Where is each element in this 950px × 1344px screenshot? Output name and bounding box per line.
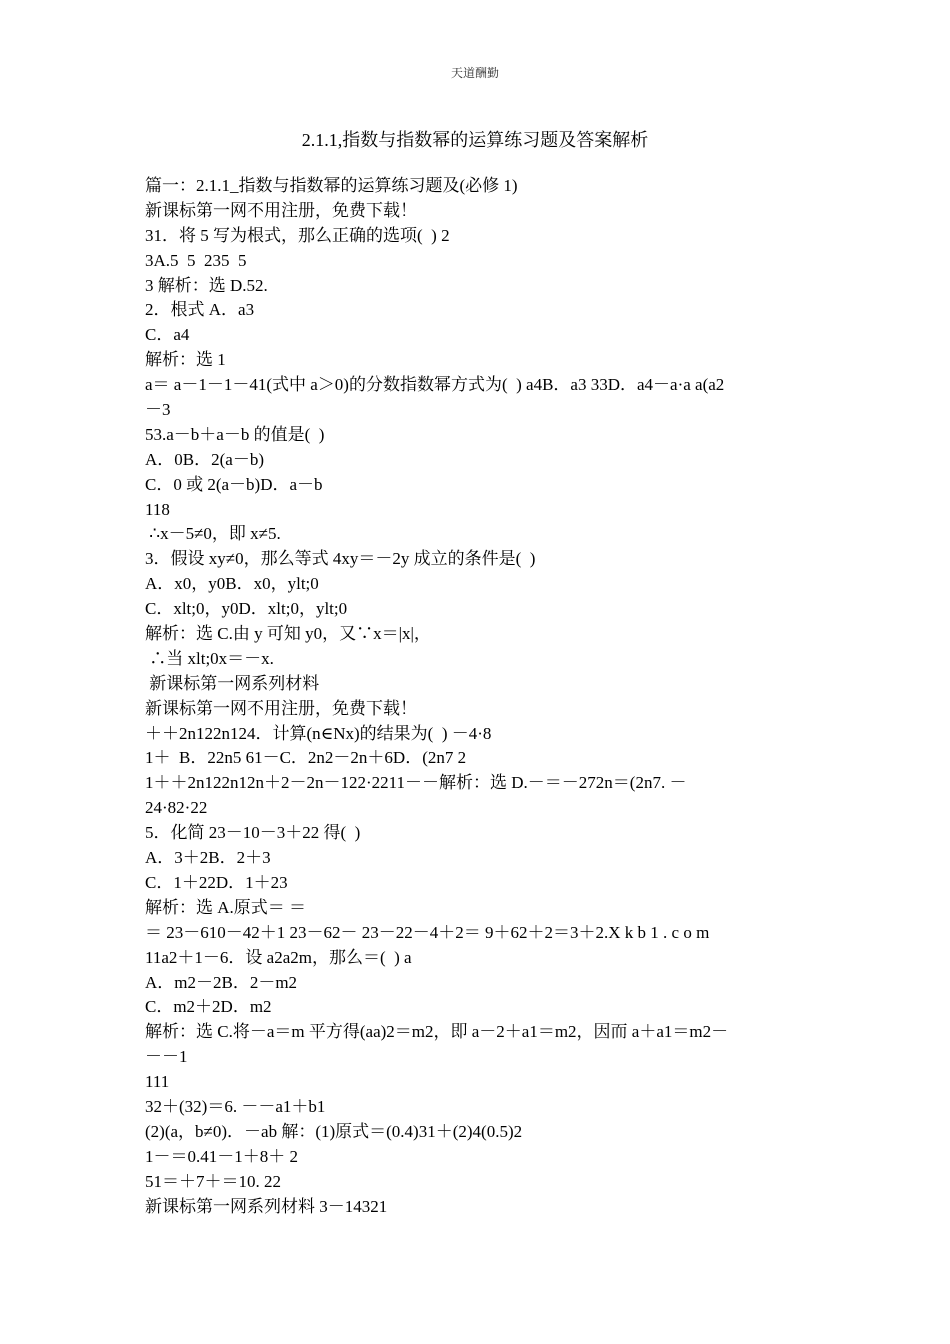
text-line: A．x0，y0B．x0，ylt;0 xyxy=(145,574,319,594)
text-line: 1＋＋2n122n12n＋2－2n－122·2211－－解析：选 D.－＝－272n＝(2n7. － xyxy=(145,773,687,793)
text-line: C．0 或 2(a－b)D．a－b xyxy=(145,474,323,494)
page-header: 天道酬勤 xyxy=(450,66,499,80)
text-line: a＝ a－1－1－41(式中 a＞0)的分数指数幂方式为( ) a4B．a3 33D．a4－a·a a(a2 xyxy=(145,375,725,395)
text-line: 51＝＋7＋＝10. 22 xyxy=(145,1171,281,1191)
text-line: 解析：选 C.将－a＝m 平方得(aa)2＝m2，即 a－2＋a1＝m2，因而 a＋a1＝m2－ xyxy=(145,1022,729,1042)
text-line: 11a2＋1－6．设 a2a2m，那么＝( ) a xyxy=(145,947,412,967)
text-line: 新课标第一网系列材料 xyxy=(145,673,320,693)
text-line: 篇一：2.1.1_指数与指数幂的运算练习题及(必修 1) xyxy=(145,176,518,195)
text-line: C．xlt;0，y0D．xlt;0，ylt;0 xyxy=(145,599,348,619)
document-title: 2.1.1,指数与指数幂的运算练习题及答案解析 xyxy=(301,130,649,150)
text-line: (2)(a，b≠0)．－ab 解：(1)原式＝(0.4)31＋(2)4(0.5)2 xyxy=(145,1121,523,1141)
text-line: 1－＝0.41－1＋8＋ 2 xyxy=(145,1146,298,1166)
text-line: 新课标第一网不用注册，免费下载！ xyxy=(145,200,417,220)
text-line: 31．将 5 写为根式，那么正确的选项( ) 2 xyxy=(145,225,450,245)
text-line: 解析：选 C.由 y 可知 y0，又∵x＝|x|， xyxy=(145,624,431,644)
document-body xyxy=(145,174,815,1219)
text-line: 2．根式 A．a3 xyxy=(145,300,255,320)
text-line: ＋＋2n122n124．计算(n∈Nx)的结果为( ) －4·8 xyxy=(145,723,492,743)
text-line: 111 xyxy=(145,1072,170,1092)
text-line: 3．假设 xy≠0，那么等式 4xy＝－2y 成立的条件是( ) xyxy=(145,549,536,569)
text-line: 5．化简 23－10－3＋22 得( ) xyxy=(145,823,361,843)
text-line: 118 xyxy=(145,499,170,519)
text-line: A．3＋2B．2＋3 xyxy=(145,848,271,868)
text-line: 新课标第一网不用注册，免费下载！ xyxy=(145,698,417,718)
text-line: 32＋(32)＝6. －－a1＋b1 xyxy=(145,1096,326,1116)
text-line: －－1 xyxy=(145,1047,188,1067)
text-line: 24·82·22 xyxy=(145,798,208,818)
text-line: C．1＋22D．1＋23 xyxy=(145,872,288,892)
text-line: 新课标第一网系列材料 3－14321 xyxy=(145,1196,388,1216)
text-line: A．0B．2(a－b) xyxy=(145,449,264,469)
text-line: C．m2＋2D．m2 xyxy=(145,997,272,1017)
text-line: ＝ 23－610－42＋1 23－62－ 23－22－4＋2＝ 9＋62＋2＝3＋2.X k b 1 . c o m xyxy=(145,922,710,942)
text-line: C．a4 xyxy=(145,325,190,345)
text-line: ∴当 xlt;0x＝－x. xyxy=(145,648,274,668)
text-line: 解析：选 A.原式＝ ＝ xyxy=(145,897,307,917)
text-line: 3 解析：选 D.52. xyxy=(145,275,268,295)
text-line: 解析：选 1 xyxy=(145,350,226,370)
text-line: 1＋ B．22n5 61－C．2n2－2n＋6D．(2n7 2 xyxy=(145,748,467,768)
text-line: ∴x－5≠0，即 x≠5. xyxy=(145,524,281,544)
text-line: 3A.5 5 235 5 xyxy=(145,250,247,270)
text-line: 53.a－b＋a－b 的值是( ) xyxy=(145,424,325,444)
text-line: A．m2－2B．2－m2 xyxy=(145,972,298,992)
text-line: －3 xyxy=(145,400,171,420)
